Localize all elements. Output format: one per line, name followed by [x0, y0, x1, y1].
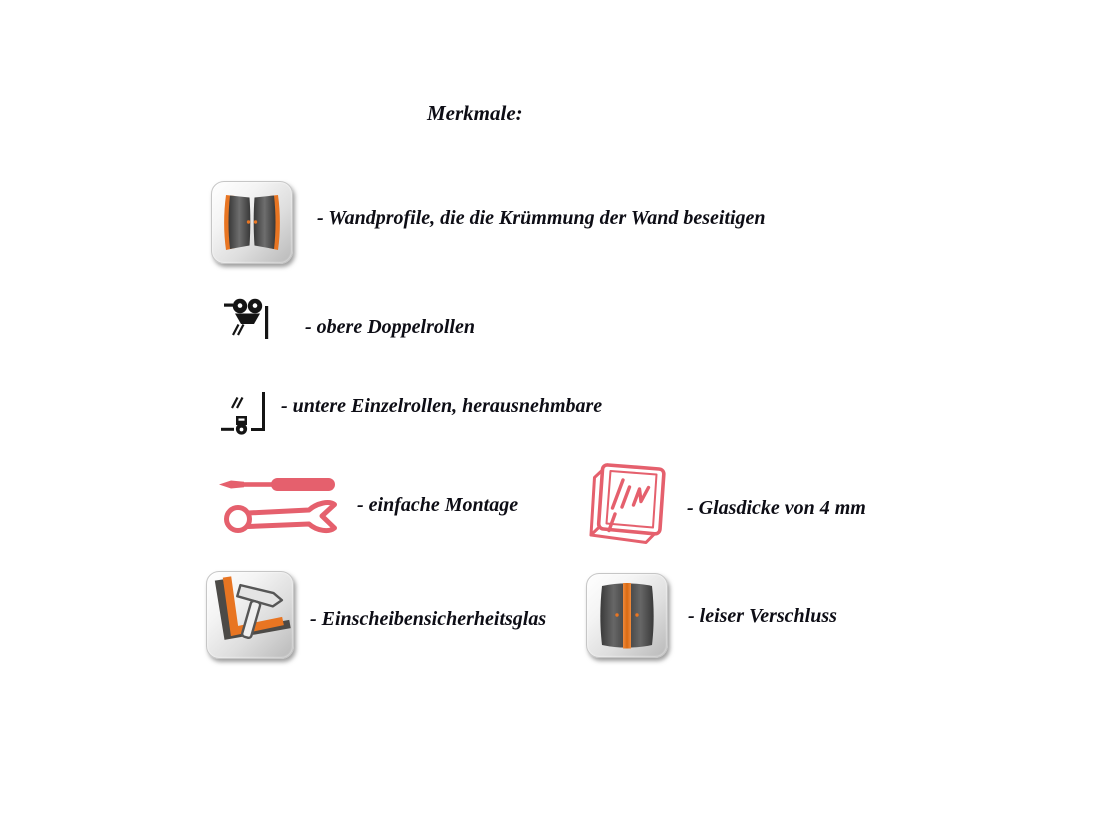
feature-label-wall-profiles: - Wandprofile, die die Krümmung der Wand beseitigen — [317, 207, 766, 229]
feature-label-quiet-closing: - leiser Verschluss — [688, 605, 837, 627]
hammer-glass-icon — [206, 571, 294, 659]
feature-label-lower-rollers: - untere Einzelrollen, herausnehmbare — [281, 395, 603, 417]
single-roller-icon — [220, 389, 270, 437]
hammer-glass-glyph — [207, 572, 293, 658]
sliding-doors-closed-glyph — [587, 574, 667, 657]
feature-label-glass-thickness: - Glasdicke von 4 mm — [687, 497, 866, 519]
page-title: Merkmale: — [427, 101, 523, 125]
sliding-doors-open-glyph — [212, 182, 292, 263]
feature-label-easy-assembly: - einfache Montage — [357, 494, 519, 516]
feature-label-safety-glass: - Einscheibensicherheitsglas — [310, 608, 547, 630]
feature-label-upper-rollers: - obere Doppelrollen — [305, 316, 475, 338]
sliding-doors-closed-icon — [586, 573, 668, 658]
sliding-doors-open-icon — [211, 181, 293, 264]
glass-pane-icon — [585, 457, 669, 549]
tools-icon — [217, 470, 343, 538]
double-rollers-icon — [224, 297, 272, 345]
